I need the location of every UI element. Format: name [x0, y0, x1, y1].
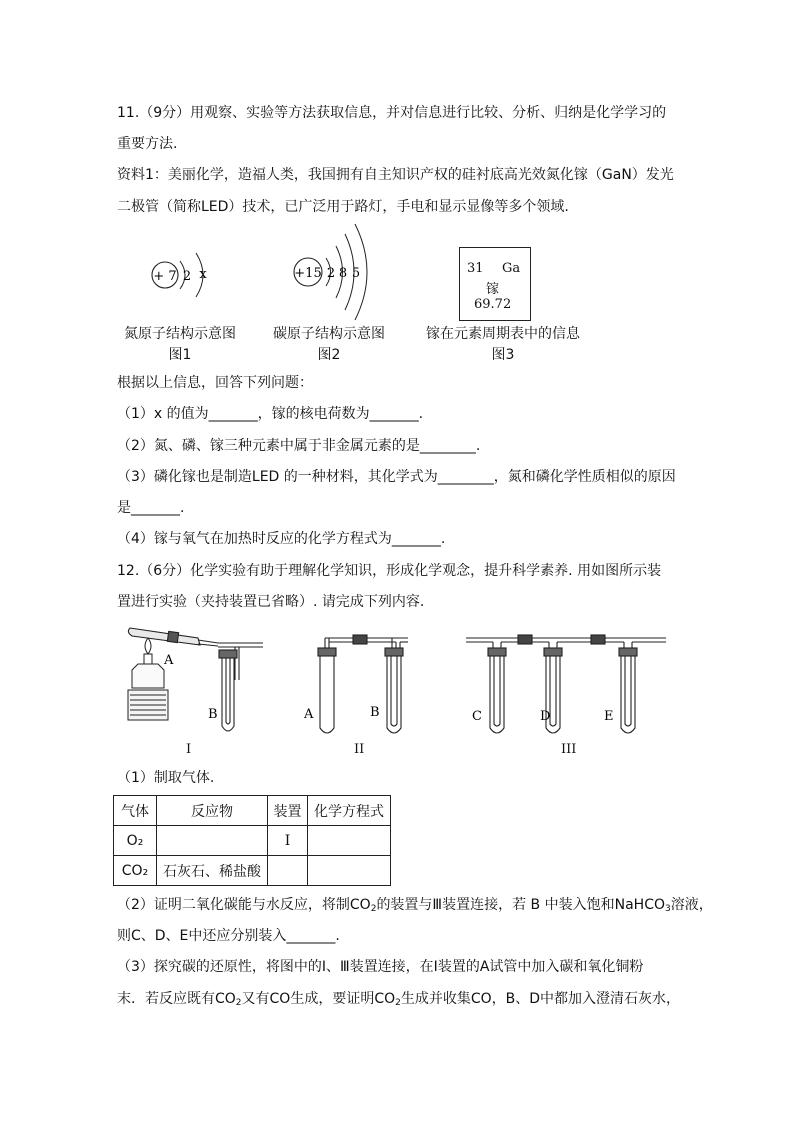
- table-row: [114, 856, 391, 886]
- figure1-shell2: x: [199, 267, 207, 282]
- table-header-cell: 装置: [268, 796, 308, 826]
- table-header-cell: 化学方程式: [308, 796, 391, 826]
- table-row: [114, 826, 391, 856]
- q11-material1-line1: 资料1：美丽化学，造福人类，我国拥有自主知识产权的硅衬底高光效氮化镓（GaN）发光: [117, 167, 674, 183]
- q11-prompt: 根据以上信息，回答下列问题：: [117, 375, 313, 391]
- test-tube-A-heated: [128, 628, 218, 646]
- apparatus-III-label-C: C: [472, 709, 482, 724]
- q11-intro-line1: 11.（9分）用观察、实验等方法获取信息，并对信息进行比较、分析、归纳是化学学习的: [117, 105, 667, 121]
- apparatus-III-caption: III: [561, 742, 577, 757]
- figure2-label: 图2: [317, 347, 341, 363]
- table-cell: [268, 856, 308, 886]
- figure2-shell1: 2: [326, 266, 336, 281]
- table-header-cell: 气体: [114, 796, 157, 826]
- figure3-element-cell: [459, 247, 531, 321]
- element-name: 镓: [486, 282, 500, 297]
- figure1-label: 图1: [168, 347, 192, 363]
- apparatus-I-label-A: A: [164, 653, 174, 668]
- apparatus-III: [466, 628, 676, 748]
- figure3-caption: 镓在元素周期表中的信息: [426, 326, 580, 342]
- table-header-cell: 反应物: [157, 796, 268, 826]
- figure1-nucleus: + 7: [153, 269, 177, 284]
- figure2-nucleus: +15: [294, 266, 322, 281]
- test-tube-E: [619, 648, 637, 733]
- q12-sub2-line1: （2）证明二氧化碳能与水反应，将制$CO_2$的装置与Ⅲ装置连接，若 B 中装入饱和NaHCO$_3$溶液，: [117, 897, 713, 914]
- apparatus-II-label-A: A: [304, 707, 314, 722]
- figure2-shell3: 5: [351, 266, 361, 281]
- apparatus-III-label-E: E: [604, 709, 614, 724]
- element-atomic-mass: 69.72: [474, 297, 512, 312]
- q12-intro-line2: 置进行实验（夹持装置已省略）. 请完成下列内容.: [117, 594, 425, 610]
- element-atomic-number: 31: [467, 261, 484, 276]
- burner-stand: [128, 638, 168, 720]
- q11-sub1: （1）x 的值为_______，镓的核电荷数为_______.: [117, 406, 424, 422]
- table-header-row: [114, 796, 391, 826]
- figure1-caption: 氮原子结构示意图: [124, 326, 236, 342]
- q12-sub2-line2: 则C、D、E中还应分别装入_______.: [117, 928, 340, 944]
- table-cell: I: [268, 826, 308, 856]
- q12-sub3-line1: （3）探究碳的还原性，将图中的Ⅰ、Ⅲ装置连接，在Ⅰ装置的A试管中加入碳和氧化铜粉: [117, 959, 644, 975]
- q11-sub3-line1: （3）磷化镓也是制造LED 的一种材料，其化学式为________，氮和磷化学性质相似的原因: [117, 469, 676, 485]
- figure2-atom-diagram: [285, 222, 385, 322]
- q11-material1-line2: 二极管（简称LED）技术，已广泛用于路灯，手电和显示显像等多个领域.: [117, 199, 569, 215]
- q11-intro-line2: 重要方法.: [117, 136, 178, 152]
- apparatus-I-label-B: B: [208, 707, 218, 722]
- table-cell: O₂: [114, 826, 157, 856]
- apparatus-III-label-D: D: [540, 709, 551, 724]
- figure1-atom-diagram: [140, 245, 230, 305]
- q11-sub2: （2）氮、磷、镓三种元素中属于非金属元素的是________.: [117, 438, 481, 454]
- q11-sub3-line2: 是_______.: [117, 500, 185, 516]
- delivery-tube: [218, 643, 263, 680]
- table-cell: [308, 826, 391, 856]
- q11-sub4: （4）镓与氧气在加热时反应的化学方程式为_______.: [117, 531, 446, 547]
- table-cell: CO₂: [114, 856, 157, 886]
- apparatus-II: [298, 628, 438, 748]
- q12-sub3-line2: 末．若反应既有$CO_2$又有CO生成，要证明$CO_2$生成并收集CO，B、D中都加入澄清石灰水，: [117, 991, 681, 1008]
- gas-preparation-table: [113, 795, 391, 886]
- test-tube-C: [488, 648, 506, 733]
- apparatus-II-caption: II: [354, 742, 365, 757]
- apparatus-II-label-B: B: [370, 705, 380, 720]
- apparatus-I-caption: I: [186, 742, 192, 757]
- figure3-label: 图3: [491, 347, 515, 363]
- test-tube-B: [219, 650, 237, 731]
- element-symbol: Ga: [502, 261, 521, 276]
- apparatus-I: [118, 618, 268, 768]
- q12-sub1: （1）制取气体.: [117, 770, 215, 786]
- table-cell: [157, 826, 268, 856]
- table-cell: [308, 856, 391, 886]
- test-tube-A: [318, 648, 336, 733]
- table-cell: 石灰石、稀盐酸: [157, 856, 268, 886]
- figure2-caption: 碳原子结构示意图: [273, 326, 385, 342]
- figure2-shell2: 8: [338, 266, 348, 281]
- test-tube-B: [385, 648, 403, 733]
- q12-intro-line1: 12.（6分）化学实验有助于理解化学知识，形成化学观念，提升科学素养. 用如图所示装: [117, 563, 662, 579]
- figure1-shell1: 2: [182, 269, 192, 284]
